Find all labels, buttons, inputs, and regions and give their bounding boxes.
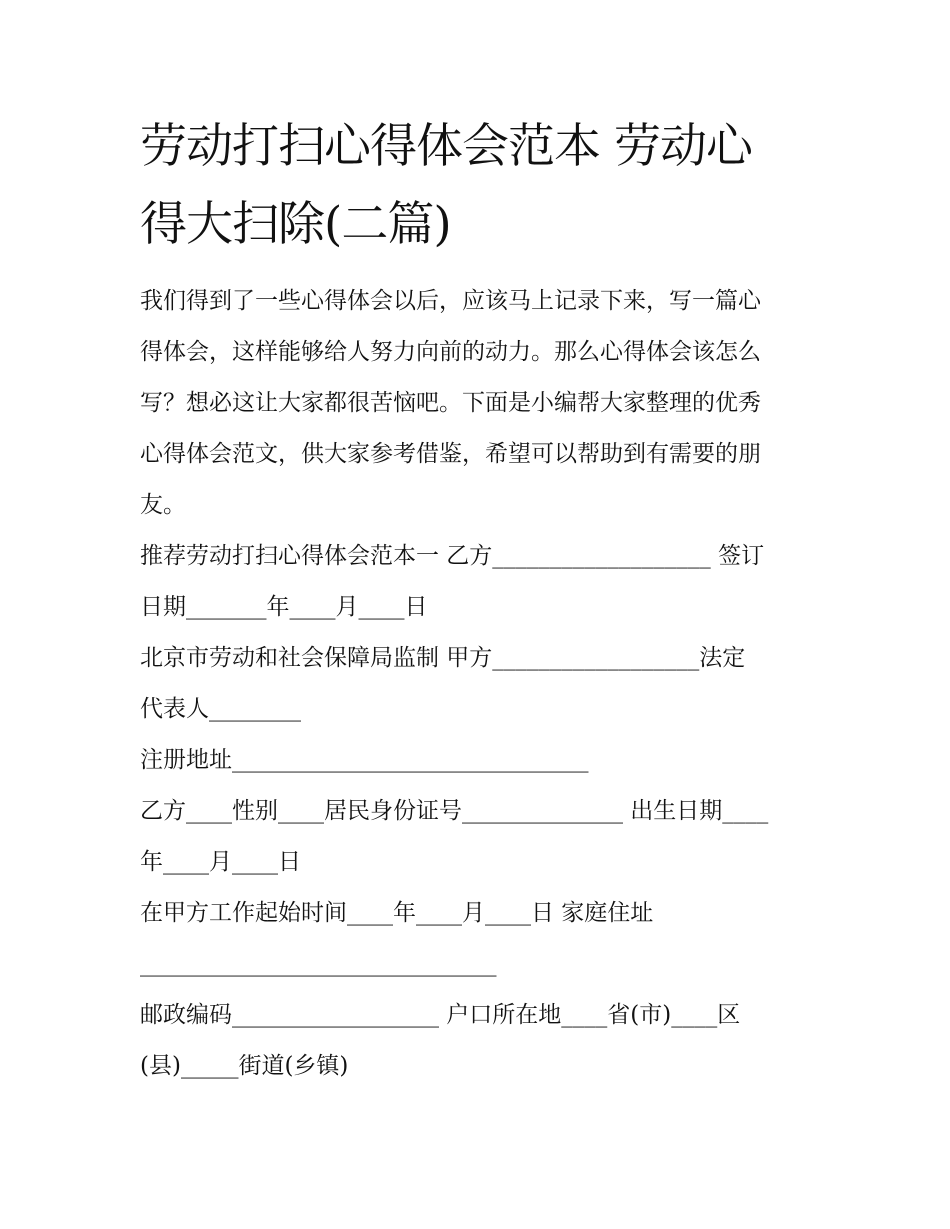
intro-paragraph: [140, 276, 812, 531]
contract-form: [140, 531, 812, 1092]
title-line: 得大扫除(二篇): [140, 197, 451, 252]
intro-line: 写？想必这让大家都很苦恼吧。下面是小编帮大家整理的优秀: [140, 390, 761, 416]
form-line: 注册地址_______________________________: [140, 747, 589, 773]
intro-line: 心得体会范文，供大家参考借鉴，希望可以帮助到有需要的朋: [140, 441, 761, 467]
form-line: 乙方____性别____居民身份证号______________ 出生日期____: [140, 798, 769, 824]
form-line: 北京市劳动和社会保障局监制 甲方__________________法定: [140, 645, 746, 671]
intro-line: 得体会，这样能够给人努力向前的动力。那么心得体会该怎么: [140, 339, 761, 365]
form-line: (县)_____街道(乡镇): [140, 1053, 349, 1079]
form-line: 代表人________: [140, 696, 301, 722]
intro-line: 我们得到了一些心得体会以后，应该马上记录下来，写一篇心: [140, 288, 761, 314]
intro-line: 友。: [140, 492, 186, 518]
form-line: 年____月____日: [140, 849, 301, 875]
form-line: _______________________________: [140, 951, 497, 977]
document-content: [140, 108, 812, 1092]
form-line: 日期_______年____月____日: [140, 594, 428, 620]
form-line: 邮政编码__________________ 户口所在地____省(市)____区: [140, 1002, 741, 1028]
form-line: 推荐劳动打扫心得体会范本一 乙方___________________ 签订: [140, 543, 765, 569]
document-title: [140, 108, 812, 264]
form-line: 在甲方工作起始时间____年____月____日 家庭住址: [140, 900, 654, 926]
title-line: 劳动打扫心得体会范本 劳动心: [140, 119, 752, 174]
